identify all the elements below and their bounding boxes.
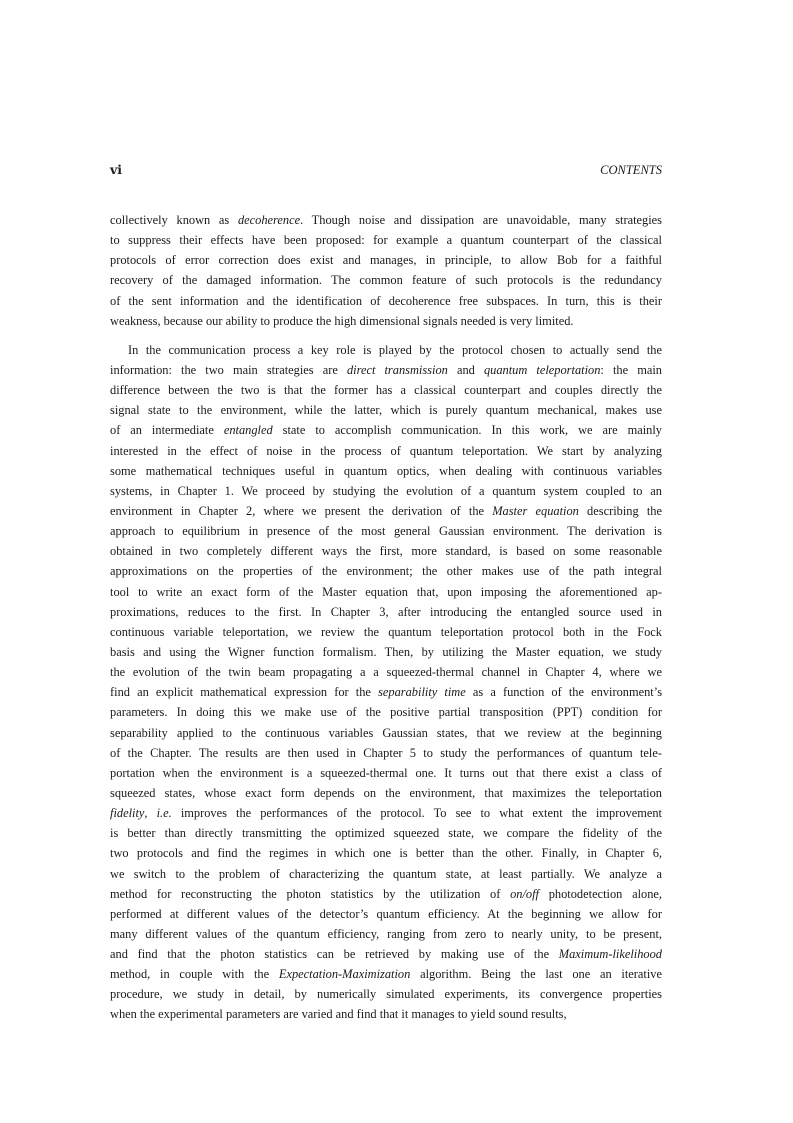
text-line: recovery of the damaged information. The common feature of such protocols is the redundancy	[110, 273, 662, 288]
text-line: basis and using the Wigner function formalism. Then, by utilizing the Master equation, we study	[110, 644, 662, 659]
text-line: method for reconstructing the photon statistics by the utilization of on/off photodetection alone,	[110, 886, 662, 901]
text-line: approximations on the properties of the environment; the other makes use of the path integral	[110, 564, 662, 579]
text-line: separability applied to the continuous variables Gaussian states, that we review at the beginning	[110, 725, 662, 740]
emphasis: Master equation	[492, 503, 579, 518]
page-number: vi	[110, 162, 123, 177]
text-line: In the communication process a key role is played by the protocol chosen to actually send the	[128, 342, 662, 357]
emphasis: fidelity	[110, 806, 145, 821]
text-line: difference between the two is that the former has a classical counterpart and couples directly the	[110, 383, 662, 398]
text-line: fidelity, i.e. improves the performances of the protocol. To see to what extent the improvement	[110, 806, 662, 821]
text-line: the evolution of the twin beam propagating a a squeezed-thermal channel in Chapter 4, where we	[110, 665, 662, 680]
text-line: collectively known as decoherence. Though noise and dissipation are unavoidable, many strategies	[110, 213, 662, 227]
emphasis: i.e.	[156, 806, 172, 821]
text-line: portation when the environment is a squeezed-thermal one. It turns out that there exist a class of	[110, 765, 662, 780]
emphasis: direct transmission	[346, 362, 448, 377]
emphasis: separability time	[378, 685, 466, 700]
text-line: of the Chapter. The results are then used in Chapter 5 to study the performances of quantum tele-	[110, 745, 662, 760]
paragraph	[110, 340, 662, 1025]
paragraph-gap	[110, 331, 662, 340]
text-line: when the experimental parameters are varied and find that it manages to yield sound results,	[110, 1007, 567, 1022]
text-line: environment in Chapter 2, where we present the derivation of the Master equation describing the	[110, 503, 662, 518]
emphasis: on/off	[510, 886, 539, 901]
text-line: two protocols and find the regimes in which one is better than the other. Finally, in Chapter 6,	[110, 846, 662, 861]
text-line: approach to equilibrium in presence of the most general Gaussian environment. The derivation is	[110, 524, 662, 539]
text-line: is better than directly transmitting the optimized squeezed state, we compare the fidelity of the	[110, 826, 662, 841]
text-line: method, in couple with the Expectation-Maximization algorithm. Being the last one an iterative	[110, 967, 662, 982]
text-line: information: the two main strategies are direct transmission and quantum teleportation: the main	[110, 362, 662, 377]
emphasis: decoherence	[237, 213, 301, 227]
text-line: systems, in Chapter 1. We proceed by studying the evolution of a quantum system coupled to an	[110, 483, 662, 498]
text-line: tool to write an exact form of the Master equation that, upon imposing the aforementioned ap-	[110, 584, 662, 599]
text-line: performed at different values of the detector’s quantum efficiency. At the beginning we allow for	[110, 906, 662, 921]
text-line: of the sent information and the identification of decoherence free subspaces. In turn, this is their	[110, 293, 662, 308]
text-line: parameters. In doing this we make use of the positive partial transposition (PPT) condition for	[110, 705, 662, 720]
text-line: of an intermediate entangled state to accomplish communication. In this work, we are mainly	[110, 423, 663, 438]
text-line: obtained in two completely different ways the first, more standard, is based on some reasonable	[110, 544, 662, 559]
text-line: many different values of the quantum efficiency, ranging from zero to nearly unity, to be present,	[110, 926, 662, 941]
paragraph	[110, 210, 662, 331]
emphasis: entangled	[223, 423, 273, 438]
text-line: and find that the photon statistics can be retrieved by making use of the Maximum-likelihood	[110, 947, 662, 962]
page-header	[110, 162, 662, 180]
text-line: to suppress their effects have been proposed: for example a quantum counterpart of the classical	[110, 233, 662, 248]
body-text	[110, 210, 662, 1025]
text-line: weakness, because our ability to produce the high dimensional signals needed is very limited.	[110, 313, 574, 328]
running-title: CONTENTS	[600, 163, 662, 177]
emphasis: Maximum-likelihood	[558, 947, 662, 962]
text-line: proximations, reduces to the first. In Chapter 3, after introducing the entangled source used in	[110, 604, 662, 619]
emphasis: Expectation-Maximization	[278, 967, 411, 982]
text-line: squeezed states, whose exact form depends on the environment, that maximizes the teleportation	[110, 785, 662, 800]
text-line: protocols of error correction does exist and manages, in principle, to allow Bob for a faithful	[110, 253, 662, 268]
text-line: we switch to the problem of characterizing the quantum state, at least partially. We analyze a	[110, 866, 662, 881]
text-line: continuous variable teleportation, we review the quantum teleportation protocol both in the Fock	[110, 624, 662, 639]
text-line: procedure, we study in detail, by numerically simulated experiments, its convergence properties	[110, 987, 662, 1002]
text-line: some mathematical techniques useful in quantum optics, when dealing with continuous variables	[110, 463, 662, 478]
emphasis: quantum teleportation	[483, 362, 601, 377]
text-line: find an explicit mathematical expression for the separability time as a function of the environment’s	[110, 685, 663, 700]
text-line: signal state to the environment, while the latter, which is purely quantum mechanical, makes use	[110, 403, 662, 418]
text-line: interested in the effect of noise in the process of quantum teleportation. We start by analyzing	[110, 443, 662, 458]
